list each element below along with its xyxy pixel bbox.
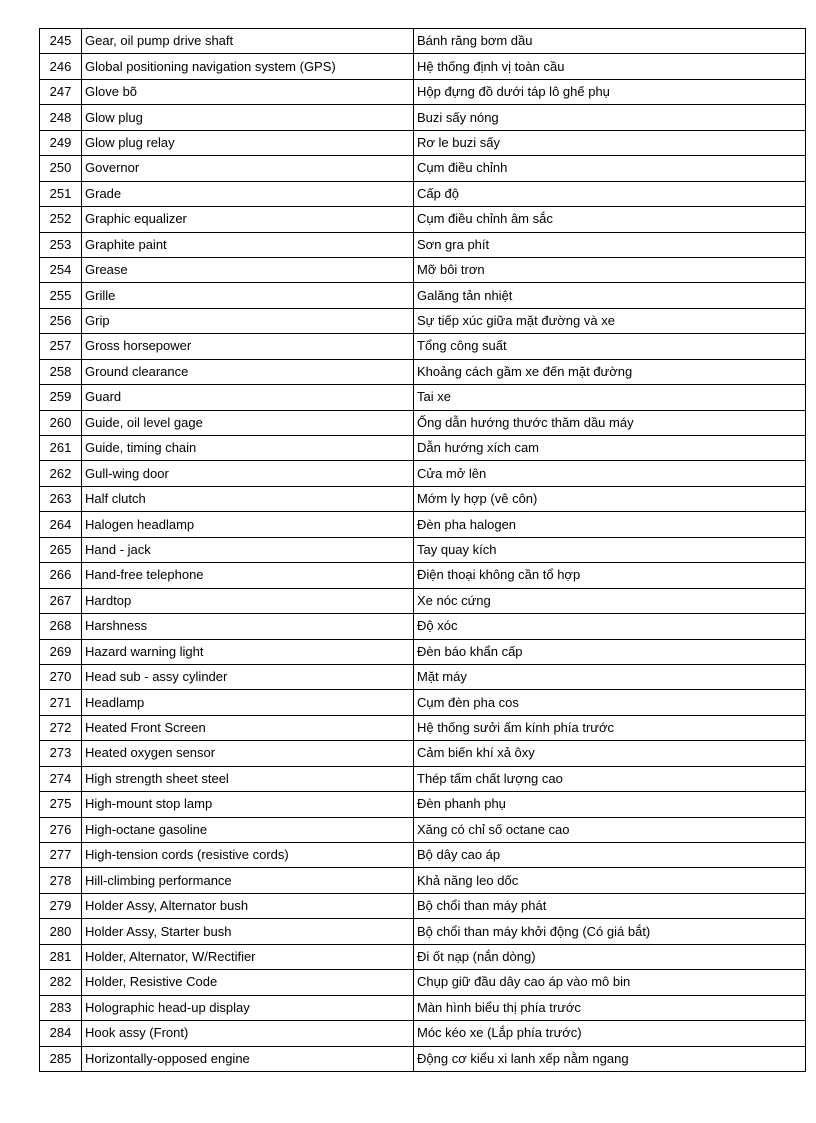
vietnamese-term: Galăng tản nhiệt xyxy=(414,283,806,308)
entry-number: 276 xyxy=(40,817,82,842)
english-term: Glove bõ xyxy=(82,79,414,104)
vietnamese-term: Tổng công suất xyxy=(414,334,806,359)
entry-number: 274 xyxy=(40,766,82,791)
entry-number: 269 xyxy=(40,639,82,664)
english-term: Grip xyxy=(82,308,414,333)
english-term: Gear, oil pump drive shaft xyxy=(82,29,414,54)
table-row xyxy=(40,1021,806,1046)
vietnamese-term: Hệ thống sưởi ấm kính phía trước xyxy=(414,715,806,740)
entry-number: 248 xyxy=(40,105,82,130)
entry-number: 271 xyxy=(40,690,82,715)
vietnamese-term: Tai xe xyxy=(414,385,806,410)
english-term: High-octane gasoline xyxy=(82,817,414,842)
vietnamese-term: Đèn phanh phụ xyxy=(414,792,806,817)
english-term: Holder, Resistive Code xyxy=(82,970,414,995)
table-row xyxy=(40,156,806,181)
entry-number: 251 xyxy=(40,181,82,206)
vietnamese-term: Đi ốt nạp (nắn dòng) xyxy=(414,944,806,969)
vietnamese-term: Hệ thống định vị toàn cầu xyxy=(414,54,806,79)
table-row xyxy=(40,461,806,486)
english-term: Heated oxygen sensor xyxy=(82,741,414,766)
entry-number: 254 xyxy=(40,257,82,282)
entry-number: 267 xyxy=(40,588,82,613)
table-row xyxy=(40,741,806,766)
glossary-table-body xyxy=(40,29,806,1072)
table-row xyxy=(40,79,806,104)
english-term: Hook assy (Front) xyxy=(82,1021,414,1046)
english-term: Hand - jack xyxy=(82,537,414,562)
english-term: Gross horsepower xyxy=(82,334,414,359)
table-row xyxy=(40,893,806,918)
english-term: Graphic equalizer xyxy=(82,207,414,232)
vietnamese-term: Thép tấm chất lượng cao xyxy=(414,766,806,791)
table-row xyxy=(40,614,806,639)
english-term: Horizontally-opposed engine xyxy=(82,1046,414,1071)
table-row xyxy=(40,944,806,969)
entry-number: 281 xyxy=(40,944,82,969)
entry-number: 282 xyxy=(40,970,82,995)
vietnamese-term: Cụm đèn pha cos xyxy=(414,690,806,715)
vietnamese-term: Ống dẫn hướng thước thăm dầu máy xyxy=(414,410,806,435)
english-term: Holographic head-up display xyxy=(82,995,414,1020)
vietnamese-term: Mỡ bôi trơn xyxy=(414,257,806,282)
table-row xyxy=(40,29,806,54)
vietnamese-term: Sơn gra phít xyxy=(414,232,806,257)
english-term: Grade xyxy=(82,181,414,206)
table-row xyxy=(40,105,806,130)
vietnamese-term: Đèn báo khẩn cấp xyxy=(414,639,806,664)
english-term: Gull-wing door xyxy=(82,461,414,486)
english-term: Hill-climbing performance xyxy=(82,868,414,893)
glossary-table xyxy=(39,28,806,1072)
entry-number: 261 xyxy=(40,436,82,461)
vietnamese-term: Cửa mở lên xyxy=(414,461,806,486)
vietnamese-term: Khoảng cách gầm xe đến mặt đường xyxy=(414,359,806,384)
table-row xyxy=(40,359,806,384)
entry-number: 279 xyxy=(40,893,82,918)
table-row xyxy=(40,792,806,817)
english-term: Heated Front Screen xyxy=(82,715,414,740)
table-row xyxy=(40,181,806,206)
vietnamese-term: Bộ chổi than máy phát xyxy=(414,893,806,918)
table-row xyxy=(40,588,806,613)
table-row xyxy=(40,283,806,308)
vietnamese-term: Độ xóc xyxy=(414,614,806,639)
table-row xyxy=(40,257,806,282)
table-row xyxy=(40,664,806,689)
vietnamese-term: Đèn pha halogen xyxy=(414,512,806,537)
table-row xyxy=(40,232,806,257)
vietnamese-term: Sự tiếp xúc giữa mặt đường và xe xyxy=(414,308,806,333)
english-term: Glow plug xyxy=(82,105,414,130)
entry-number: 265 xyxy=(40,537,82,562)
table-row xyxy=(40,385,806,410)
entry-number: 273 xyxy=(40,741,82,766)
vietnamese-term: Cảm biến khí xả ôxy xyxy=(414,741,806,766)
table-row xyxy=(40,334,806,359)
english-term: Hand-free telephone xyxy=(82,563,414,588)
entry-number: 255 xyxy=(40,283,82,308)
vietnamese-term: Móc kéo xe (Lắp phía trước) xyxy=(414,1021,806,1046)
entry-number: 270 xyxy=(40,664,82,689)
english-term: Headlamp xyxy=(82,690,414,715)
table-row xyxy=(40,308,806,333)
entry-number: 275 xyxy=(40,792,82,817)
vietnamese-term: Tay quay kích xyxy=(414,537,806,562)
table-row xyxy=(40,868,806,893)
entry-number: 253 xyxy=(40,232,82,257)
vietnamese-term: Màn hình biểu thị phía trước xyxy=(414,995,806,1020)
english-term: Guard xyxy=(82,385,414,410)
english-term: Graphite paint xyxy=(82,232,414,257)
entry-number: 280 xyxy=(40,919,82,944)
vietnamese-term: Cụm điều chỉnh âm sắc xyxy=(414,207,806,232)
vietnamese-term: Điện thoại không cần tổ hợp xyxy=(414,563,806,588)
glossary-page xyxy=(39,28,805,1072)
english-term: Head sub - assy cylinder xyxy=(82,664,414,689)
vietnamese-term: Buzi sấy nóng xyxy=(414,105,806,130)
english-term: Governor xyxy=(82,156,414,181)
entry-number: 283 xyxy=(40,995,82,1020)
entry-number: 268 xyxy=(40,614,82,639)
entry-number: 249 xyxy=(40,130,82,155)
english-term: Holder Assy, Starter bush xyxy=(82,919,414,944)
vietnamese-term: Hộp đựng đồ dưới táp lô ghế phụ xyxy=(414,79,806,104)
entry-number: 284 xyxy=(40,1021,82,1046)
english-term: High-mount stop lamp xyxy=(82,792,414,817)
english-term: Ground clearance xyxy=(82,359,414,384)
entry-number: 245 xyxy=(40,29,82,54)
vietnamese-term: Rơ le buzi sấy xyxy=(414,130,806,155)
entry-number: 260 xyxy=(40,410,82,435)
english-term: High strength sheet steel xyxy=(82,766,414,791)
table-row xyxy=(40,486,806,511)
table-row xyxy=(40,1046,806,1071)
table-row xyxy=(40,512,806,537)
entry-number: 278 xyxy=(40,868,82,893)
table-row xyxy=(40,207,806,232)
entry-number: 259 xyxy=(40,385,82,410)
english-term: Harshness xyxy=(82,614,414,639)
entry-number: 247 xyxy=(40,79,82,104)
english-term: Half clutch xyxy=(82,486,414,511)
english-term: Global positioning navigation system (GPS) xyxy=(82,54,414,79)
english-term: Guide, oil level gage xyxy=(82,410,414,435)
english-term: Guide, timing chain xyxy=(82,436,414,461)
entry-number: 272 xyxy=(40,715,82,740)
vietnamese-term: Khả năng leo dốc xyxy=(414,868,806,893)
entry-number: 250 xyxy=(40,156,82,181)
table-row xyxy=(40,563,806,588)
english-term: Grille xyxy=(82,283,414,308)
entry-number: 266 xyxy=(40,563,82,588)
table-row xyxy=(40,995,806,1020)
vietnamese-term: Động cơ kiểu xi lanh xếp nằm ngang xyxy=(414,1046,806,1071)
vietnamese-term: Cụm điều chỉnh xyxy=(414,156,806,181)
entry-number: 257 xyxy=(40,334,82,359)
english-term: Grease xyxy=(82,257,414,282)
vietnamese-term: Cấp độ xyxy=(414,181,806,206)
entry-number: 252 xyxy=(40,207,82,232)
table-row xyxy=(40,410,806,435)
vietnamese-term: Dẫn hướng xích cam xyxy=(414,436,806,461)
table-row xyxy=(40,843,806,868)
english-term: Hardtop xyxy=(82,588,414,613)
table-row xyxy=(40,970,806,995)
english-term: High-tension cords (resistive cords) xyxy=(82,843,414,868)
entry-number: 262 xyxy=(40,461,82,486)
entry-number: 258 xyxy=(40,359,82,384)
entry-number: 256 xyxy=(40,308,82,333)
vietnamese-term: Chụp giữ đầu dây cao áp vào mô bin xyxy=(414,970,806,995)
vietnamese-term: Bộ chổi than máy khởi động (Có giá bắt) xyxy=(414,919,806,944)
table-row xyxy=(40,690,806,715)
english-term: Glow plug relay xyxy=(82,130,414,155)
table-row xyxy=(40,436,806,461)
english-term: Holder, Alternator, W/Rectifier xyxy=(82,944,414,969)
table-row xyxy=(40,537,806,562)
vietnamese-term: Xăng có chỉ số octane cao xyxy=(414,817,806,842)
vietnamese-term: Xe nóc cứng xyxy=(414,588,806,613)
vietnamese-term: Bánh răng bơm dầu xyxy=(414,29,806,54)
vietnamese-term: Bộ dây cao áp xyxy=(414,843,806,868)
english-term: Halogen headlamp xyxy=(82,512,414,537)
table-row xyxy=(40,639,806,664)
english-term: Holder Assy, Alternator bush xyxy=(82,893,414,918)
table-row xyxy=(40,54,806,79)
entry-number: 263 xyxy=(40,486,82,511)
entry-number: 277 xyxy=(40,843,82,868)
vietnamese-term: Mớm ly hợp (vê côn) xyxy=(414,486,806,511)
english-term: Hazard warning light xyxy=(82,639,414,664)
table-row xyxy=(40,715,806,740)
entry-number: 264 xyxy=(40,512,82,537)
entry-number: 285 xyxy=(40,1046,82,1071)
entry-number: 246 xyxy=(40,54,82,79)
vietnamese-term: Mặt máy xyxy=(414,664,806,689)
table-row xyxy=(40,817,806,842)
table-row xyxy=(40,919,806,944)
table-row xyxy=(40,766,806,791)
table-row xyxy=(40,130,806,155)
